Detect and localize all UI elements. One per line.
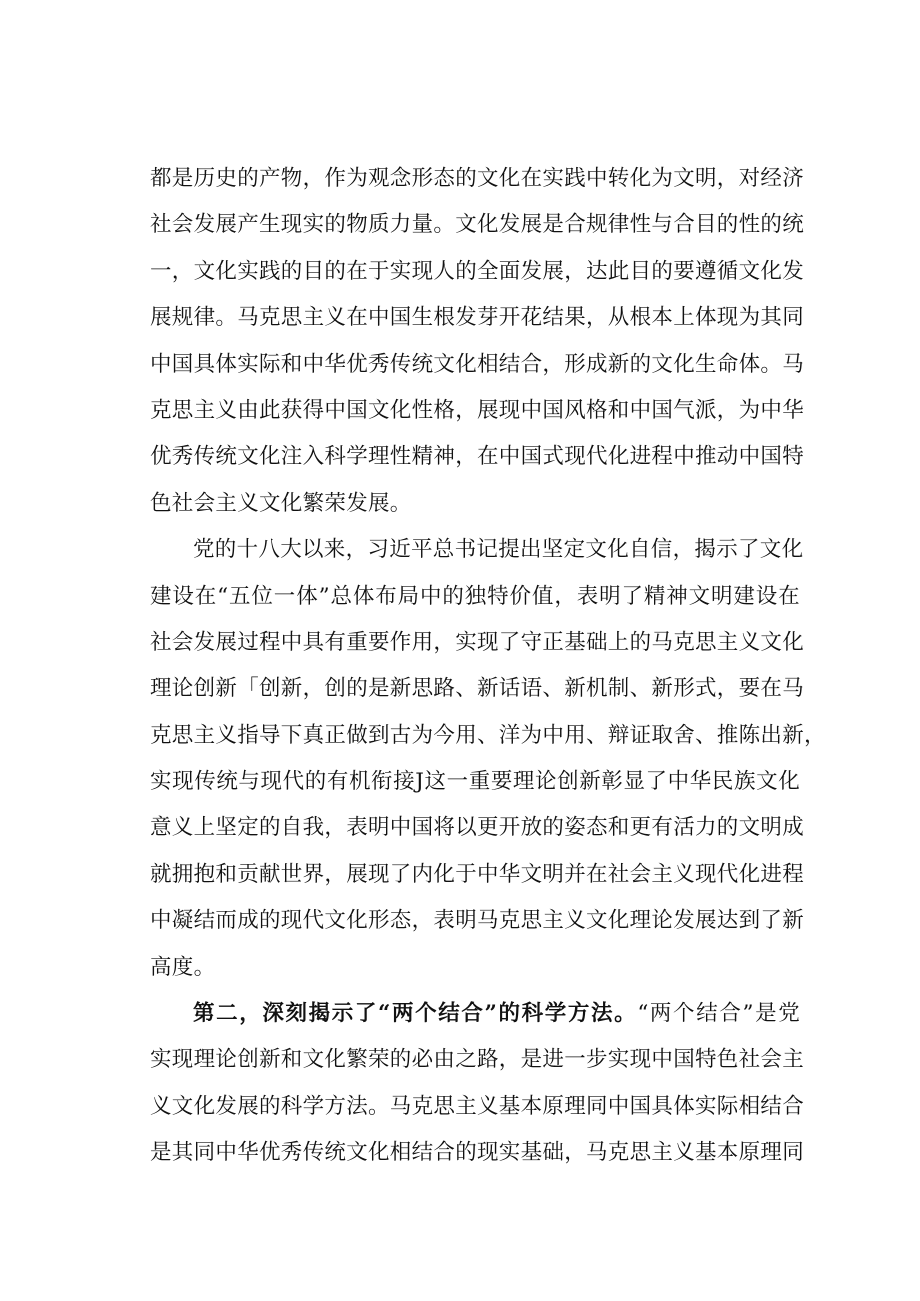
text-line: 是其同中华优秀传统文化相结合的现实基础，马克思主义基本原理同 bbox=[150, 1140, 805, 1166]
text-line: 克思主义指导下真正做到古为今用、洋为中用、辩证取舍、推陈出新， bbox=[150, 722, 826, 748]
text-line: 意义上坚定的自我，表明中国将以更开放的姿态和更有活力的文明成 bbox=[150, 815, 805, 841]
text-line: 义文化发展的科学方法。马克思主义基本原理同中国具体实际相结合 bbox=[150, 1093, 805, 1119]
text-line: 都是历史的产物，作为观念形态的文化在实践中转化为文明，对经济 bbox=[150, 166, 805, 191]
text-line: 理论创新「创新，创的是新思路、新话语、新机制、新形式，要在马 bbox=[150, 676, 805, 702]
text-line: 克思主义由此获得中国文化性格，展现中国风格和中国气派，为中华 bbox=[150, 397, 805, 423]
text-line: 中凝结而成的现代文化形态，表明马克思主义文化理论发展达到了新 bbox=[150, 908, 805, 934]
text-line: 社会发展过程中具有重要作用，实现了守正基础上的马克思主义文化 bbox=[150, 629, 805, 655]
document-body bbox=[150, 156, 826, 1177]
paragraph-2 bbox=[150, 527, 826, 991]
section-heading: 第二，深刻揭示了“两个结合”的科学方法。 bbox=[193, 1001, 638, 1027]
text-line: 色社会主义文化繁荣发展。 bbox=[150, 490, 412, 516]
text-line: 高度。 bbox=[150, 954, 216, 980]
text-line: 社会发展产生现实的物质力量。文化发展是合规律性与合目的性的统 bbox=[150, 212, 805, 238]
heading-line-rest: “两个结合”是党 bbox=[637, 1001, 800, 1027]
text-line: 优秀传统文化注入科学理性精神，在中国式现代化进程中推动中国特 bbox=[150, 444, 805, 470]
text-line: 展规律。马克思主义在中国生根发芽开花结果，从根本上体现为其同 bbox=[150, 305, 805, 331]
text-line: 实现理论创新和文化繁荣的必由之路，是进一步实现中国特色社会主 bbox=[150, 1047, 805, 1073]
text-line: 党的十八大以来，习近平总书记提出坚定文化自信，揭示了文化 bbox=[193, 537, 804, 563]
text-line: 实现传统与现代的有机衔接J这一重要理论创新彰显了中华民族文化 bbox=[150, 769, 800, 795]
paragraph-3 bbox=[150, 991, 805, 1177]
text-line: 建设在“五位一体”总体布局中的独特价值，表明了精神文明建设在 bbox=[150, 583, 800, 609]
text-line bbox=[150, 991, 800, 1037]
text-line: 中国具体实际和中华优秀传统文化相结合，形成新的文化生命体。马 bbox=[150, 351, 805, 377]
paragraph-1 bbox=[150, 156, 805, 527]
text-line: 就拥抱和贡献世界，展现了内化于中华文明并在社会主义现代化进程 bbox=[150, 861, 805, 887]
text-line: 一，文化实践的目的在于实现人的全面发展，达此目的要遵循文化发 bbox=[150, 258, 805, 284]
